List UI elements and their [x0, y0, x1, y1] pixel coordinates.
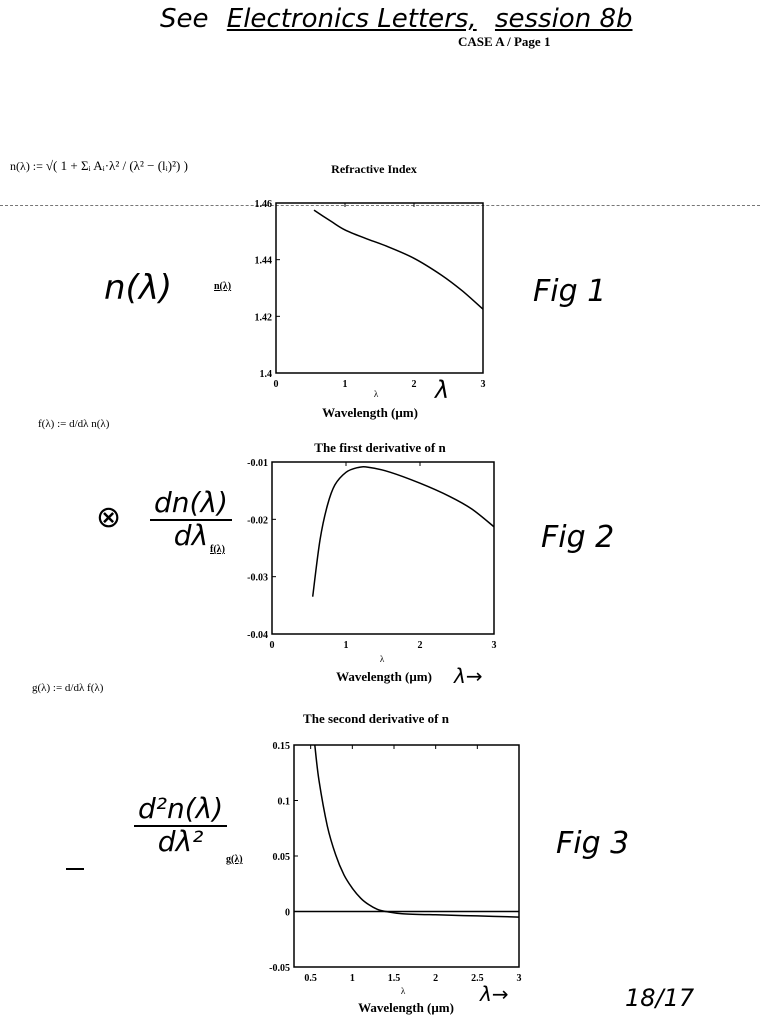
- chart3-ylabel: g(λ): [226, 854, 243, 865]
- handwritten-header: [160, 4, 643, 34]
- chart1-xlabel: Wavelength (μm): [322, 405, 418, 420]
- fig1-symbol: n(λ): [104, 268, 173, 308]
- chart2-ytick-label: -0.01: [247, 458, 268, 469]
- dash-mark: [66, 868, 84, 870]
- case-label: CASE A / Page 1: [458, 34, 551, 49]
- chart1-xtick-label: 2: [411, 379, 417, 390]
- chart3-series-line: [315, 745, 519, 917]
- header-session: session 8b: [494, 4, 633, 34]
- chart3-ytick-label: -0.05: [269, 963, 290, 974]
- chart2-ytick-label: -0.03: [247, 572, 268, 584]
- lambda-arrow-3: λ→: [480, 982, 509, 1006]
- fig3-denominator: dλ²: [157, 824, 204, 858]
- chart3-xtick-label: 0.5: [304, 973, 317, 984]
- chart-second-derivative: [200, 708, 540, 1018]
- chart1-ytick-label: 1.42: [254, 312, 272, 324]
- header-see: See: [160, 4, 209, 34]
- chart3-xlabel: Wavelength (μm): [358, 1000, 454, 1015]
- chart2-xtick-label: 1: [343, 640, 349, 651]
- n-lhs: n(λ) :=: [10, 159, 43, 173]
- chart1-ytick-label: 1.4: [259, 369, 272, 380]
- fig3-label: Fig 3: [556, 826, 630, 861]
- chart2-ytick-label: -0.04: [247, 630, 268, 641]
- fig2-denominator: dλ: [173, 518, 209, 552]
- chart1-series-line: [314, 210, 483, 309]
- lambda-arrow-2: λ→: [454, 664, 483, 688]
- chart3-title: The second derivative of n: [303, 711, 449, 726]
- chart-first-derivative: [200, 436, 520, 694]
- chart2-xtick-label: 2: [417, 640, 423, 651]
- chart3-xvar: λ: [400, 986, 406, 996]
- chart2-ylabel: f(λ): [210, 544, 225, 555]
- chart2-series-line: [313, 467, 494, 597]
- chart2-frame: [272, 462, 494, 634]
- chart2-title: The first derivative of n: [314, 440, 446, 455]
- chart3-ytick-label: 0.05: [272, 852, 290, 863]
- chart1-xtick-label: 1: [342, 379, 348, 390]
- lambda-mark-1: λ: [435, 376, 450, 404]
- chart1-title: Refractive Index: [331, 162, 417, 176]
- chart3-xtick-label: 2: [433, 973, 439, 984]
- chart3-xtick-label: 1.5: [387, 973, 401, 984]
- chart1-ylabel: n(λ): [214, 281, 232, 292]
- fig3-numerator: d²n(λ): [134, 794, 227, 827]
- chart1-xvar: λ: [373, 389, 379, 399]
- scribble-mark: ⊗: [96, 500, 122, 535]
- fig2-label: Fig 2: [541, 520, 615, 555]
- chart2-xvar: λ: [379, 654, 385, 664]
- header-journal: Electronics Letters,: [226, 4, 477, 34]
- chart2-xtick-label: 0: [269, 640, 275, 651]
- chart3-ytick-label: 0.1: [277, 796, 290, 808]
- chart2-xtick-label: 3: [491, 640, 497, 651]
- fig1-label: Fig 1: [533, 274, 607, 309]
- chart1-xtick-label: 3: [480, 379, 486, 390]
- f-definition: f(λ) := d/dλ n(λ): [38, 418, 110, 430]
- chart1-ytick-label: 1.44: [254, 255, 272, 267]
- chart3-xtick-label: 3: [516, 973, 522, 984]
- chart1-frame: [276, 203, 483, 373]
- chart3-ytick-label: 0.15: [272, 741, 290, 752]
- chart3-frame: [294, 745, 519, 967]
- chart3-xtick-label: 1: [349, 973, 355, 984]
- chart2-xlabel: Wavelength (μm): [336, 669, 432, 684]
- chart-refractive-index: [200, 155, 520, 425]
- n-rhs: √( 1 + Σᵢ Aᵢ·λ² / (λ² − (lᵢ)²) ): [45, 158, 188, 173]
- chart1-ytick-label: 1.46: [254, 199, 272, 210]
- page-number: 18/17: [625, 984, 695, 1012]
- g-definition: g(λ) := d/dλ f(λ): [32, 682, 104, 694]
- chart2-ytick-label: -0.02: [247, 515, 268, 527]
- chart3-xtick-label: 2.5: [471, 973, 484, 984]
- chart3-ytick-label: 0: [285, 907, 290, 919]
- n-definition: [10, 158, 188, 174]
- fig2-numerator: dn(λ): [150, 488, 232, 521]
- chart1-xtick-label: 0: [273, 379, 279, 390]
